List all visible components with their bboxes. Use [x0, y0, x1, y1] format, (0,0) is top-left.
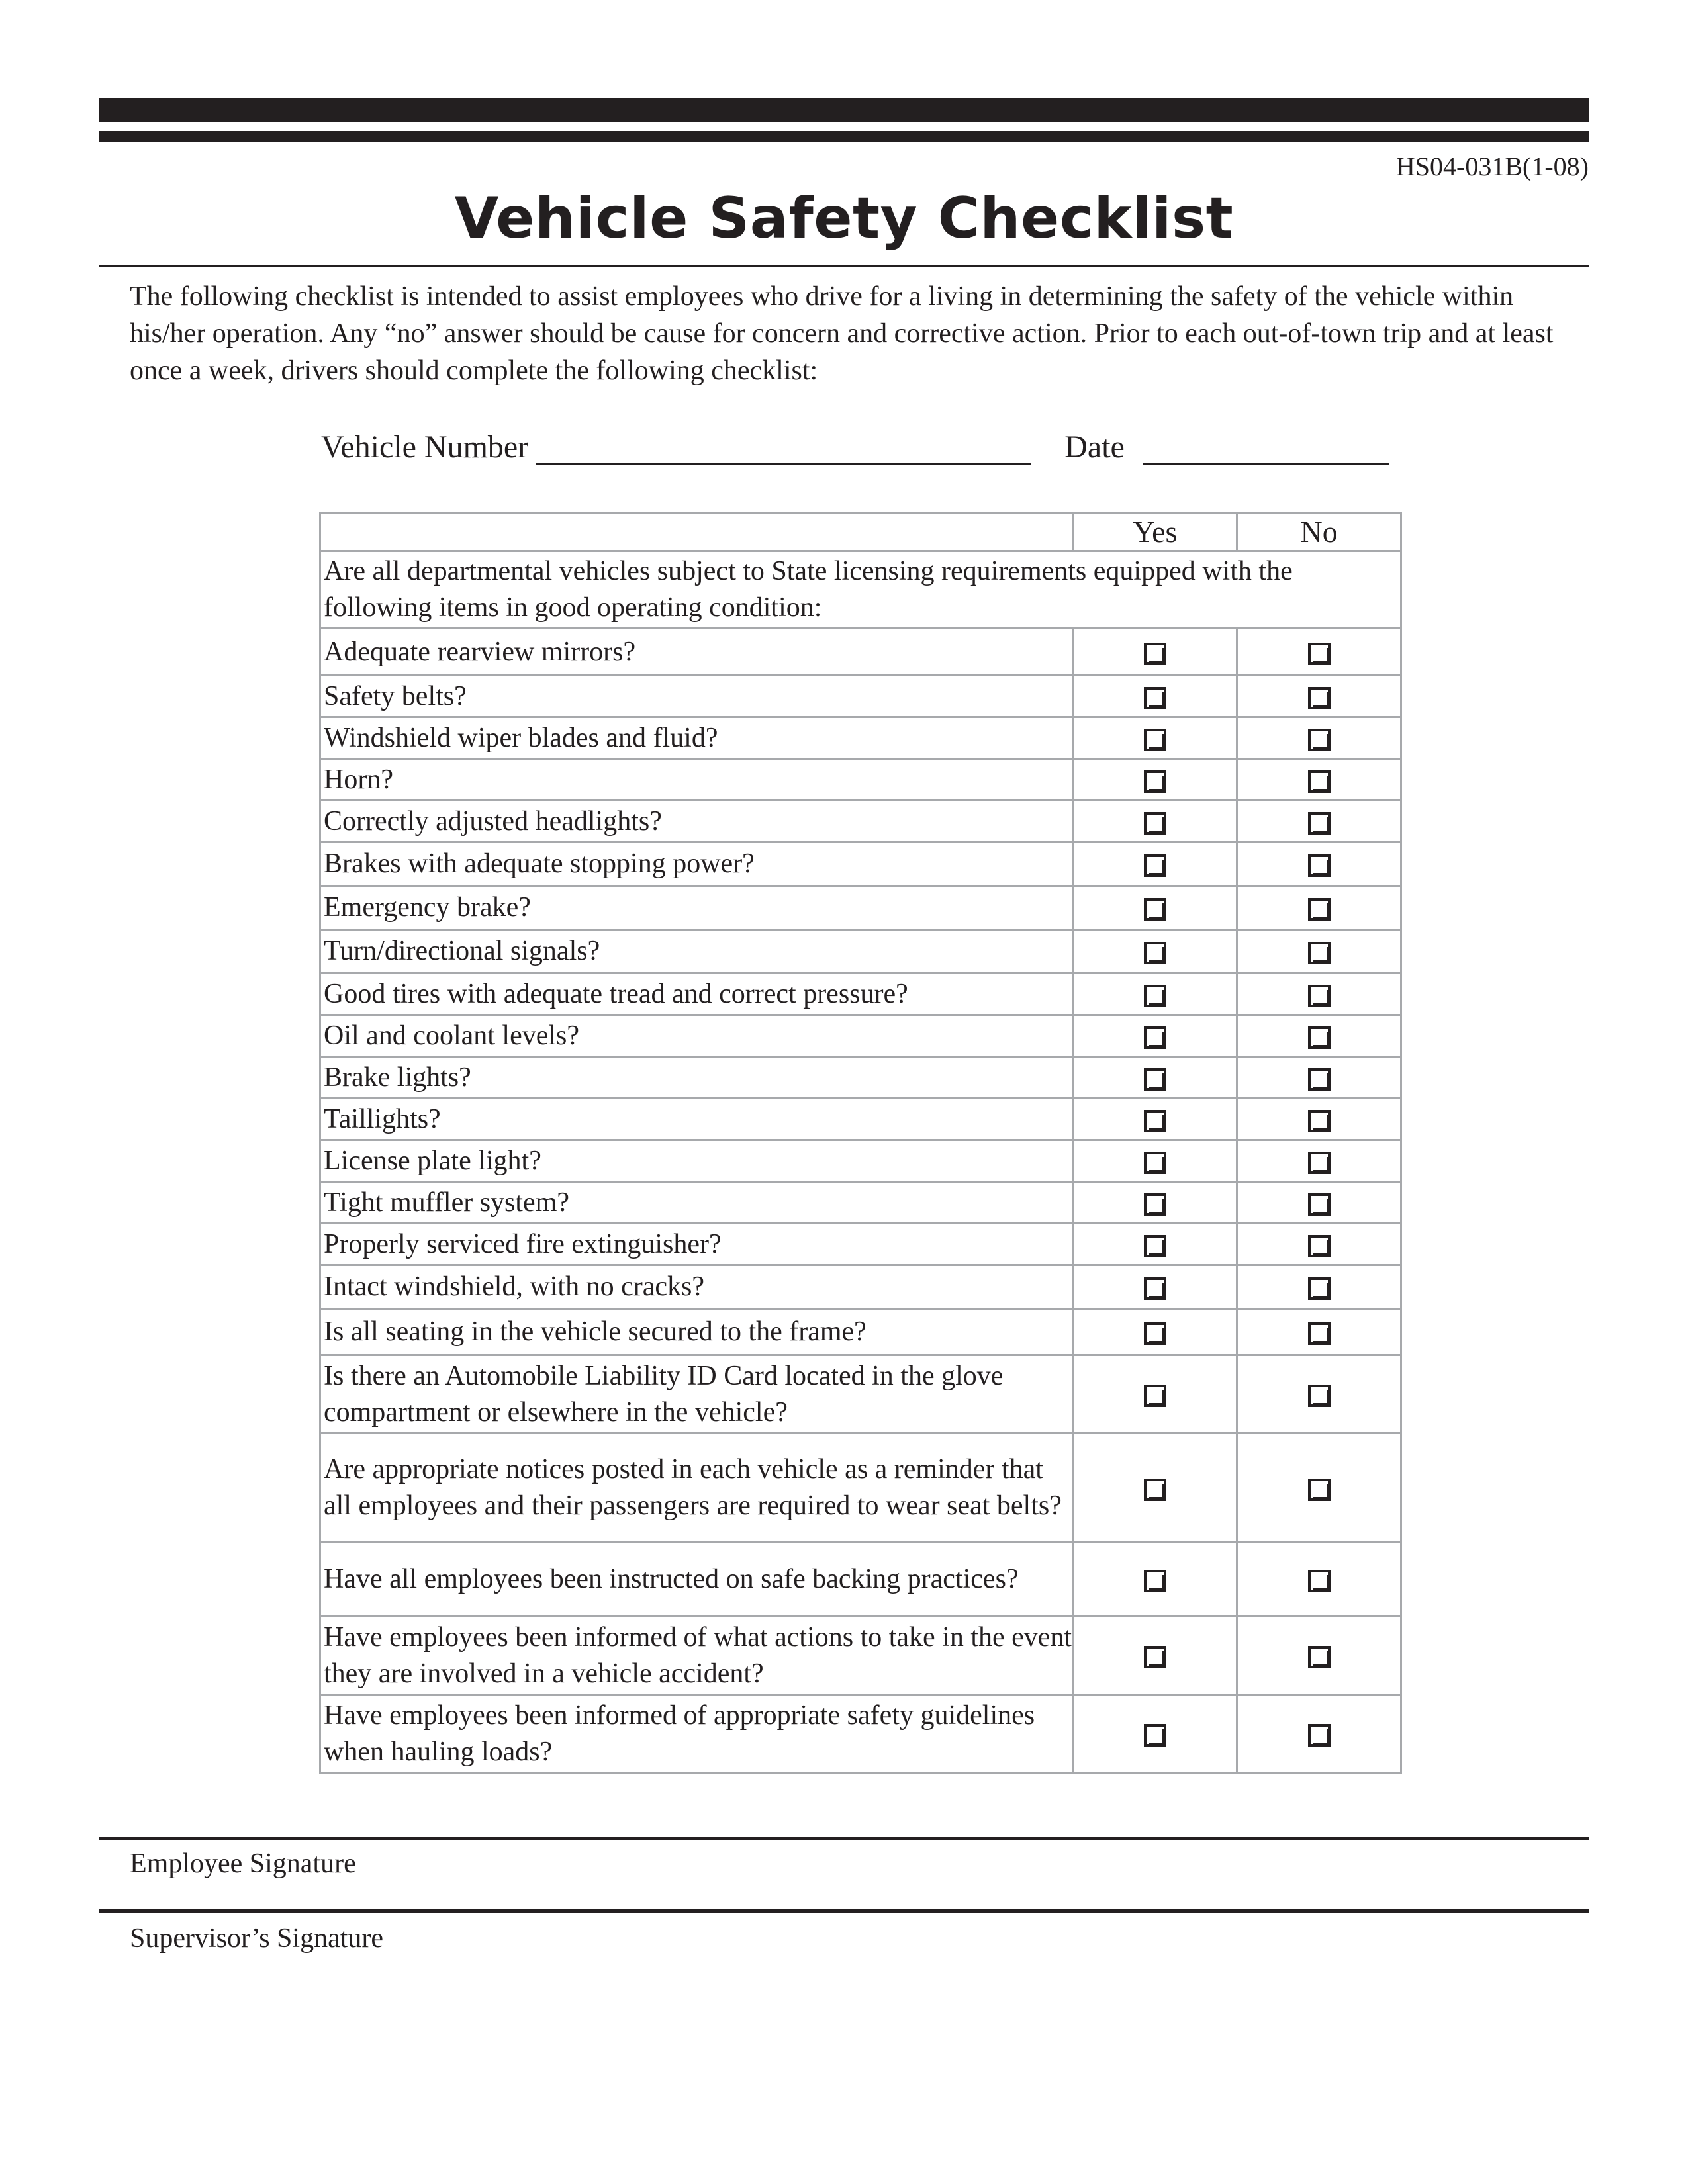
date-label: Date: [1064, 430, 1125, 465]
no-cell: [1237, 1224, 1401, 1265]
checklist-question: Are appropriate notices posted in each vehicle as a reminder that all employees and their passengers are required to wear seat belts?: [320, 1433, 1074, 1543]
checklist-row: [320, 974, 1401, 1015]
checklist-question: Intact windshield, with no cracks?: [320, 1265, 1074, 1309]
checklist-row: [320, 1140, 1401, 1182]
no-cell: [1237, 1182, 1401, 1224]
checklist-row: [320, 1099, 1401, 1140]
date-field[interactable]: [1143, 434, 1389, 465]
yes-cell: [1073, 886, 1237, 930]
checklist-table: [319, 512, 1402, 1774]
no-checkbox[interactable]: [1308, 898, 1331, 921]
no-checkbox[interactable]: [1308, 770, 1331, 793]
no-cell: [1237, 1099, 1401, 1140]
yes-checkbox[interactable]: [1144, 1570, 1166, 1592]
employee-signature-line[interactable]: [99, 1837, 1589, 1840]
yes-cell: [1073, 1057, 1237, 1099]
no-checkbox[interactable]: [1308, 1570, 1331, 1592]
yes-checkbox[interactable]: [1144, 1026, 1166, 1049]
yes-cell: [1073, 676, 1237, 717]
no-checkbox[interactable]: [1308, 942, 1331, 964]
checklist-row: [320, 1265, 1401, 1309]
no-checkbox[interactable]: [1308, 1235, 1331, 1257]
no-cell: [1237, 974, 1401, 1015]
checklist-question: Brakes with adequate stopping power?: [320, 842, 1074, 886]
yes-checkbox[interactable]: [1144, 1193, 1166, 1216]
checklist-question: Adequate rearview mirrors?: [320, 629, 1074, 676]
no-checkbox[interactable]: [1308, 1068, 1331, 1091]
checklist-row: [320, 1433, 1401, 1543]
checklist-question: Horn?: [320, 759, 1074, 801]
header-thin-bar: [99, 131, 1589, 142]
no-cell: [1237, 930, 1401, 974]
no-checkbox[interactable]: [1308, 729, 1331, 751]
yes-cell: [1073, 1099, 1237, 1140]
yes-checkbox[interactable]: [1144, 1235, 1166, 1257]
checklist-row: [320, 1224, 1401, 1265]
yes-cell: [1073, 801, 1237, 842]
checklist-row: [320, 1309, 1401, 1355]
yes-cell: [1073, 629, 1237, 676]
intro-paragraph: The following checklist is intended to assist employees who drive for a living in determining the safety of the vehicle within his/her operation. Any “no” answer should be cause for concern and corrective action. Prior to each out-of-town trip and at least once a week, drivers should complete the following checklist:: [130, 281, 1554, 386]
no-cell: [1237, 886, 1401, 930]
supervisor-signature-line[interactable]: [99, 1909, 1589, 1913]
checklist-row: [320, 1355, 1401, 1433]
section-header: Are all departmental vehicles subject to State licensing requirements equipped with the following items in good operating condition:: [320, 551, 1401, 629]
checklist-question: Have employees been informed of what actions to take in the event they are involved in a vehicle accident?: [320, 1617, 1074, 1695]
no-cell: [1237, 717, 1401, 759]
checklist-question: Have all employees been instructed on safe backing practices?: [320, 1543, 1074, 1617]
yes-cell: [1073, 1015, 1237, 1057]
yes-cell: [1073, 1355, 1237, 1433]
yes-checkbox[interactable]: [1144, 729, 1166, 751]
checklist-row: [320, 1695, 1401, 1773]
checklist-question: Taillights?: [320, 1099, 1074, 1140]
checklist-row: [320, 801, 1401, 842]
yes-checkbox[interactable]: [1144, 985, 1166, 1007]
header-row: [320, 513, 1401, 551]
checklist-row: [320, 717, 1401, 759]
form-code: HS04-031B(1-08): [1395, 152, 1589, 181]
no-checkbox[interactable]: [1308, 812, 1331, 835]
yes-checkbox[interactable]: [1144, 1110, 1166, 1132]
no-checkbox[interactable]: [1308, 1724, 1331, 1747]
no-cell: [1237, 629, 1401, 676]
no-cell: [1237, 1695, 1401, 1773]
no-checkbox[interactable]: [1308, 1322, 1331, 1345]
no-cell: [1237, 1355, 1401, 1433]
no-checkbox[interactable]: [1308, 1193, 1331, 1216]
yes-checkbox[interactable]: [1144, 1068, 1166, 1091]
checklist-question: Good tires with adequate tread and correct pressure?: [320, 974, 1074, 1015]
checklist-question: Properly serviced fire extinguisher?: [320, 1224, 1074, 1265]
no-checkbox[interactable]: [1308, 1385, 1331, 1407]
no-cell: [1237, 676, 1401, 717]
no-cell: [1237, 1433, 1401, 1543]
yes-cell: [1073, 1695, 1237, 1773]
yes-checkbox[interactable]: [1144, 687, 1166, 709]
checklist-question: Tight muffler system?: [320, 1182, 1074, 1224]
checklist-question: Is all seating in the vehicle secured to the frame?: [320, 1309, 1074, 1355]
yes-cell: [1073, 842, 1237, 886]
checklist-row: [320, 1057, 1401, 1099]
supervisor-signature-label: Supervisor’s Signature: [130, 1923, 384, 1954]
yes-checkbox[interactable]: [1144, 1724, 1166, 1747]
checklist-question: Have employees been informed of appropriate safety guidelines when hauling loads?: [320, 1695, 1074, 1773]
checklist-question: Is there an Automobile Liability ID Card located in the glove compartment or elsewhere in the vehicle?: [320, 1355, 1074, 1433]
no-checkbox[interactable]: [1308, 1646, 1331, 1668]
no-cell: [1237, 1309, 1401, 1355]
no-cell: [1237, 1543, 1401, 1617]
checklist-row: [320, 629, 1401, 676]
checklist-row: [320, 1543, 1401, 1617]
employee-signature-label: Employee Signature: [130, 1848, 356, 1879]
checklist-row: [320, 1617, 1401, 1695]
no-cell: [1237, 1140, 1401, 1182]
checklist-row: [320, 1182, 1401, 1224]
yes-checkbox[interactable]: [1144, 854, 1166, 877]
checklist-question: License plate light?: [320, 1140, 1074, 1182]
checklist-question: Correctly adjusted headlights?: [320, 801, 1074, 842]
vehicle-number-label: Vehicle Number: [321, 430, 529, 465]
yes-cell: [1073, 1617, 1237, 1695]
yes-column-header: Yes: [1073, 513, 1237, 551]
checklist-row: [320, 842, 1401, 886]
no-cell: [1237, 1617, 1401, 1695]
checklist-question: Windshield wiper blades and fluid?: [320, 717, 1074, 759]
no-checkbox[interactable]: [1308, 985, 1331, 1007]
yes-cell: [1073, 1309, 1237, 1355]
no-cell: [1237, 1015, 1401, 1057]
title-divider: [99, 265, 1589, 267]
yes-checkbox[interactable]: [1144, 1479, 1166, 1501]
yes-cell: [1073, 717, 1237, 759]
yes-cell: [1073, 759, 1237, 801]
yes-checkbox[interactable]: [1144, 1277, 1166, 1300]
yes-cell: [1073, 1140, 1237, 1182]
no-column-header: No: [1237, 513, 1401, 551]
yes-checkbox[interactable]: [1144, 770, 1166, 793]
no-checkbox[interactable]: [1308, 1152, 1331, 1174]
no-cell: [1237, 801, 1401, 842]
checklist-row: [320, 930, 1401, 974]
page-title: Vehicle Safety Checklist: [454, 185, 1234, 251]
yes-checkbox[interactable]: [1144, 1385, 1166, 1407]
checklist-question: Brake lights?: [320, 1057, 1074, 1099]
yes-cell: [1073, 1265, 1237, 1309]
checklist-row: [320, 886, 1401, 930]
no-checkbox[interactable]: [1308, 643, 1331, 665]
yes-cell: [1073, 1433, 1237, 1543]
no-checkbox[interactable]: [1308, 1026, 1331, 1049]
vehicle-number-field[interactable]: [536, 434, 1031, 465]
yes-checkbox[interactable]: [1144, 942, 1166, 964]
no-checkbox[interactable]: [1308, 1277, 1331, 1300]
checklist-question: Safety belts?: [320, 676, 1074, 717]
header-blank-cell: [320, 513, 1074, 551]
yes-checkbox[interactable]: [1144, 1322, 1166, 1345]
yes-checkbox[interactable]: [1144, 1152, 1166, 1174]
yes-cell: [1073, 1543, 1237, 1617]
yes-cell: [1073, 1182, 1237, 1224]
yes-cell: [1073, 1224, 1237, 1265]
yes-checkbox[interactable]: [1144, 898, 1166, 921]
checklist-row: [320, 676, 1401, 717]
no-checkbox[interactable]: [1308, 1110, 1331, 1132]
vehicle-info-row: [321, 429, 1389, 465]
no-checkbox[interactable]: [1308, 1479, 1331, 1501]
checklist-question: Emergency brake?: [320, 886, 1074, 930]
section-header-row: [320, 551, 1401, 629]
no-cell: [1237, 759, 1401, 801]
header-thick-bar: [99, 98, 1589, 122]
checklist-row: [320, 1015, 1401, 1057]
checklist-row: [320, 759, 1401, 801]
yes-checkbox[interactable]: [1144, 643, 1166, 665]
yes-checkbox[interactable]: [1144, 1646, 1166, 1668]
no-cell: [1237, 842, 1401, 886]
checklist-question: Oil and coolant levels?: [320, 1015, 1074, 1057]
no-cell: [1237, 1057, 1401, 1099]
no-checkbox[interactable]: [1308, 854, 1331, 877]
no-cell: [1237, 1265, 1401, 1309]
no-checkbox[interactable]: [1308, 687, 1331, 709]
yes-cell: [1073, 974, 1237, 1015]
yes-checkbox[interactable]: [1144, 812, 1166, 835]
yes-cell: [1073, 930, 1237, 974]
checklist-question: Turn/directional signals?: [320, 930, 1074, 974]
